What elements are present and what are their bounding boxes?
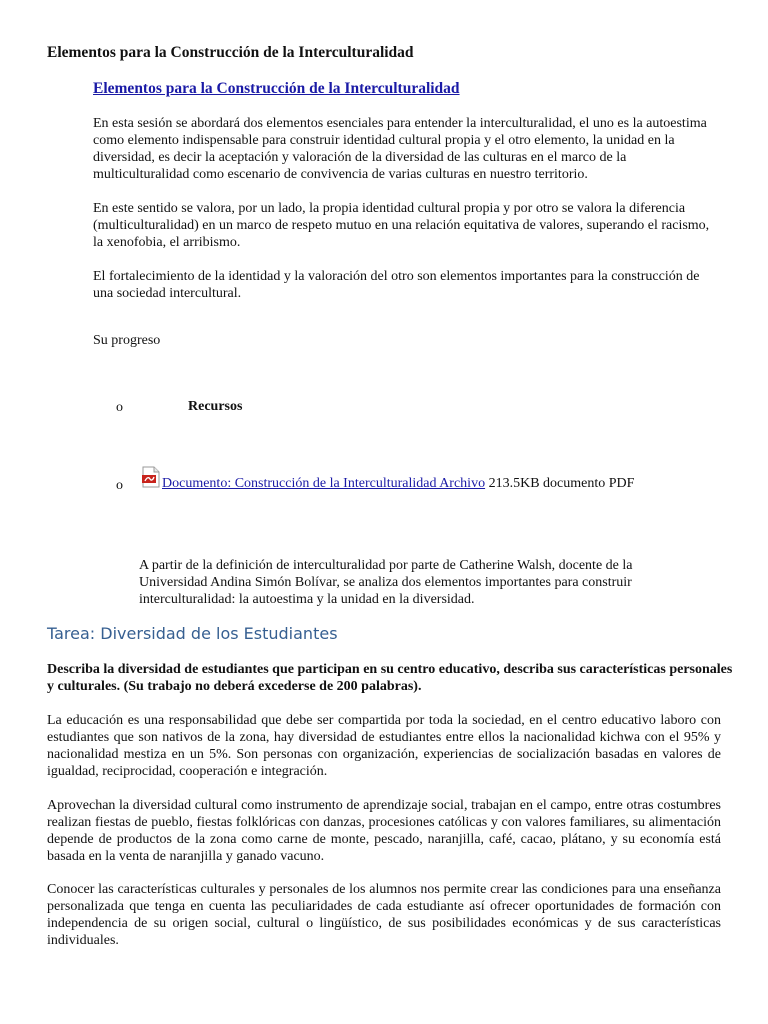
document-meta: 213.5KB documento PDF [488, 476, 635, 491]
progress-label: Su progreso [93, 333, 161, 348]
intro-paragraph-3: El fortalecimiento de la identidad y la valoración del otro son elementos importantes para la construcción de una sociedad intercultural. [93, 269, 700, 301]
document-link[interactable]: Documento: Construcción de la Interculturalidad Archivo [162, 476, 486, 491]
intro-paragraph-1: En esta sesión se abordará dos elementos esenciales para entender la interculturalidad, el uno es la autoestima como elemento indispensable para construir identidad cultural propia y el otro elemento, la unidad en la diversidad, es decir la aceptación y valoración de la diversidad de las culturas en el marco de la multiculturalidad como escenario de convivencia de varias culturas en nuestro territorio. [93, 116, 707, 182]
document-title: Elementos para la Construcción de la Interculturalidad [47, 44, 414, 61]
resources-heading: Recursos [188, 399, 243, 414]
answer-paragraph-3: Conocer las características culturales y personales de los alumnos nos permite crear las condiciones para una enseñanza personalizada que tenga en cuenta las peculiaridades de cada estudiante así ofrecer oportunidades de formación con independencia de su origen social, cultural o lingüístico, de sus posibilidades económicas y de sus características individuales. [47, 882, 721, 948]
intro-paragraph-2: En este sentido se valora, por un lado, la propia identidad cultural propia y por otro se valora la diferencia (multiculturalidad) en un marco de respeto mutuo en una relación equitativa de valores, superando el racismo, la xenofobia, el arribismo. [93, 201, 710, 250]
document-resource [162, 476, 634, 492]
answer-paragraph-2: Aprovechan la diversidad cultural como instrumento de aprendizaje social, trabajan en el campo, entre otras costumbres realizan fiestas de pueblo, fiestas folklóricas con danzas, procesiones católicas y con valores familiares, su alimentación depende de productos de la zona como carne de monte, pescado, naranjilla, café, cacao, plátano, y su economía está basada en la venta de naranjilla y ganado vacuno. [47, 798, 721, 864]
task-heading: Tarea: Diversidad de los Estudiantes [47, 624, 338, 643]
task-question: Describa la diversidad de estudiantes que participan en su centro educativo, describa sus características personales y culturales. (Su trabajo no deberá excederse de 200 palabras). [47, 662, 733, 694]
resource-description: A partir de la definición de interculturalidad por parte de Catherine Walsh, docente de la Universidad Andina Simón Bolívar, se analiza dos elementos importantes para construir interculturalidad: la autoestima y la unidad en la diversidad. [139, 558, 633, 607]
list-bullet: o [116, 478, 123, 493]
list-bullet: o [116, 400, 123, 415]
pdf-icon[interactable] [141, 466, 161, 488]
answer-paragraph-1: La educación es una responsabilidad que debe ser compartida por toda la sociedad, en el centro educativo laboro con estudiantes que son nativos de la zona, hay diversidad de estudiantes entre ellos la nacionalidad kichwa con el 95% y nacionalidad mestiza en un 5%. Son personas con organización, experiencias de socialización basadas en valores de igualdad, reciprocidad, cooperación e integración. [47, 713, 721, 779]
section-title-link[interactable]: Elementos para la Construcción de la Interculturalidad [93, 80, 460, 97]
